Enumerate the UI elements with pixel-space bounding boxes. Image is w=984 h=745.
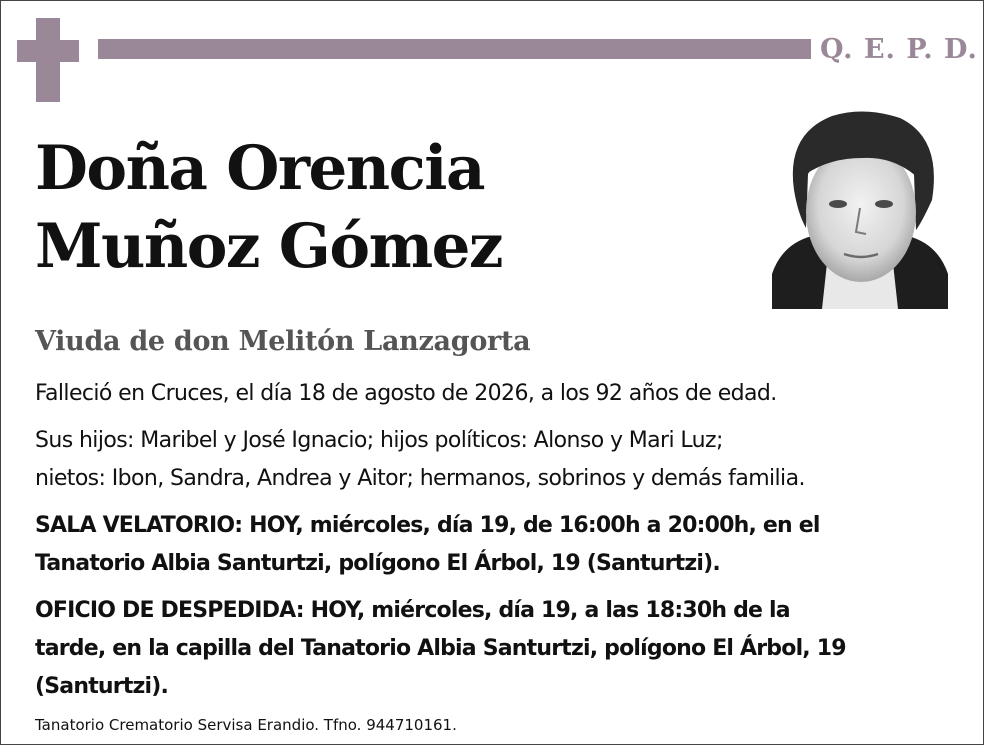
deceased-name [35, 130, 502, 286]
wake-paragraph [35, 507, 820, 583]
wake-line-2: Tanatorio Albia Santurtzi, polígono El Árbol, 19 (Santurtzi). [35, 551, 720, 576]
widow-of: Viuda de don Melitón Lanzagorta [35, 326, 531, 357]
service-line-1: OFICIO DE DESPEDIDA: HOY, miércoles, día 19, a las 18:30h de la [35, 598, 790, 623]
service-line-2: tarde, en la capilla del Tanatorio Albia Santurtzi, polígono El Árbol, 19 [35, 636, 846, 661]
death-notice [35, 375, 777, 413]
name-line-2: Muñoz Gómez [35, 211, 503, 282]
qepd-label: Q. E. P. D. [820, 34, 978, 65]
cross-icon-arm [17, 40, 79, 62]
name-line-1: Doña Orencia [35, 133, 484, 204]
family-line-1: Sus hijos: Maribel y José Ignacio; hijos políticos: Alonso y Mari Luz; [35, 428, 723, 453]
service-line-3: (Santurtzi). [35, 674, 169, 699]
portrait-photo [772, 104, 948, 309]
funeral-home-footer: Tanatorio Crematorio Servisa Erandio. Tfno. 944710161. [35, 716, 457, 734]
family-paragraph [35, 422, 805, 498]
family-line-2: nietos: Ibon, Sandra, Andrea y Aitor; hermanos, sobrinos y demás familia. [35, 466, 805, 491]
wake-line-1: SALA VELATORIO: HOY, miércoles, día 19, de 16:00h a 20:00h, en el [35, 513, 820, 538]
death-notice-text: Falleció en Cruces, el día 18 de agosto de 2026, a los 92 años de edad. [35, 381, 777, 406]
service-paragraph [35, 592, 846, 706]
header-rule [98, 39, 811, 59]
